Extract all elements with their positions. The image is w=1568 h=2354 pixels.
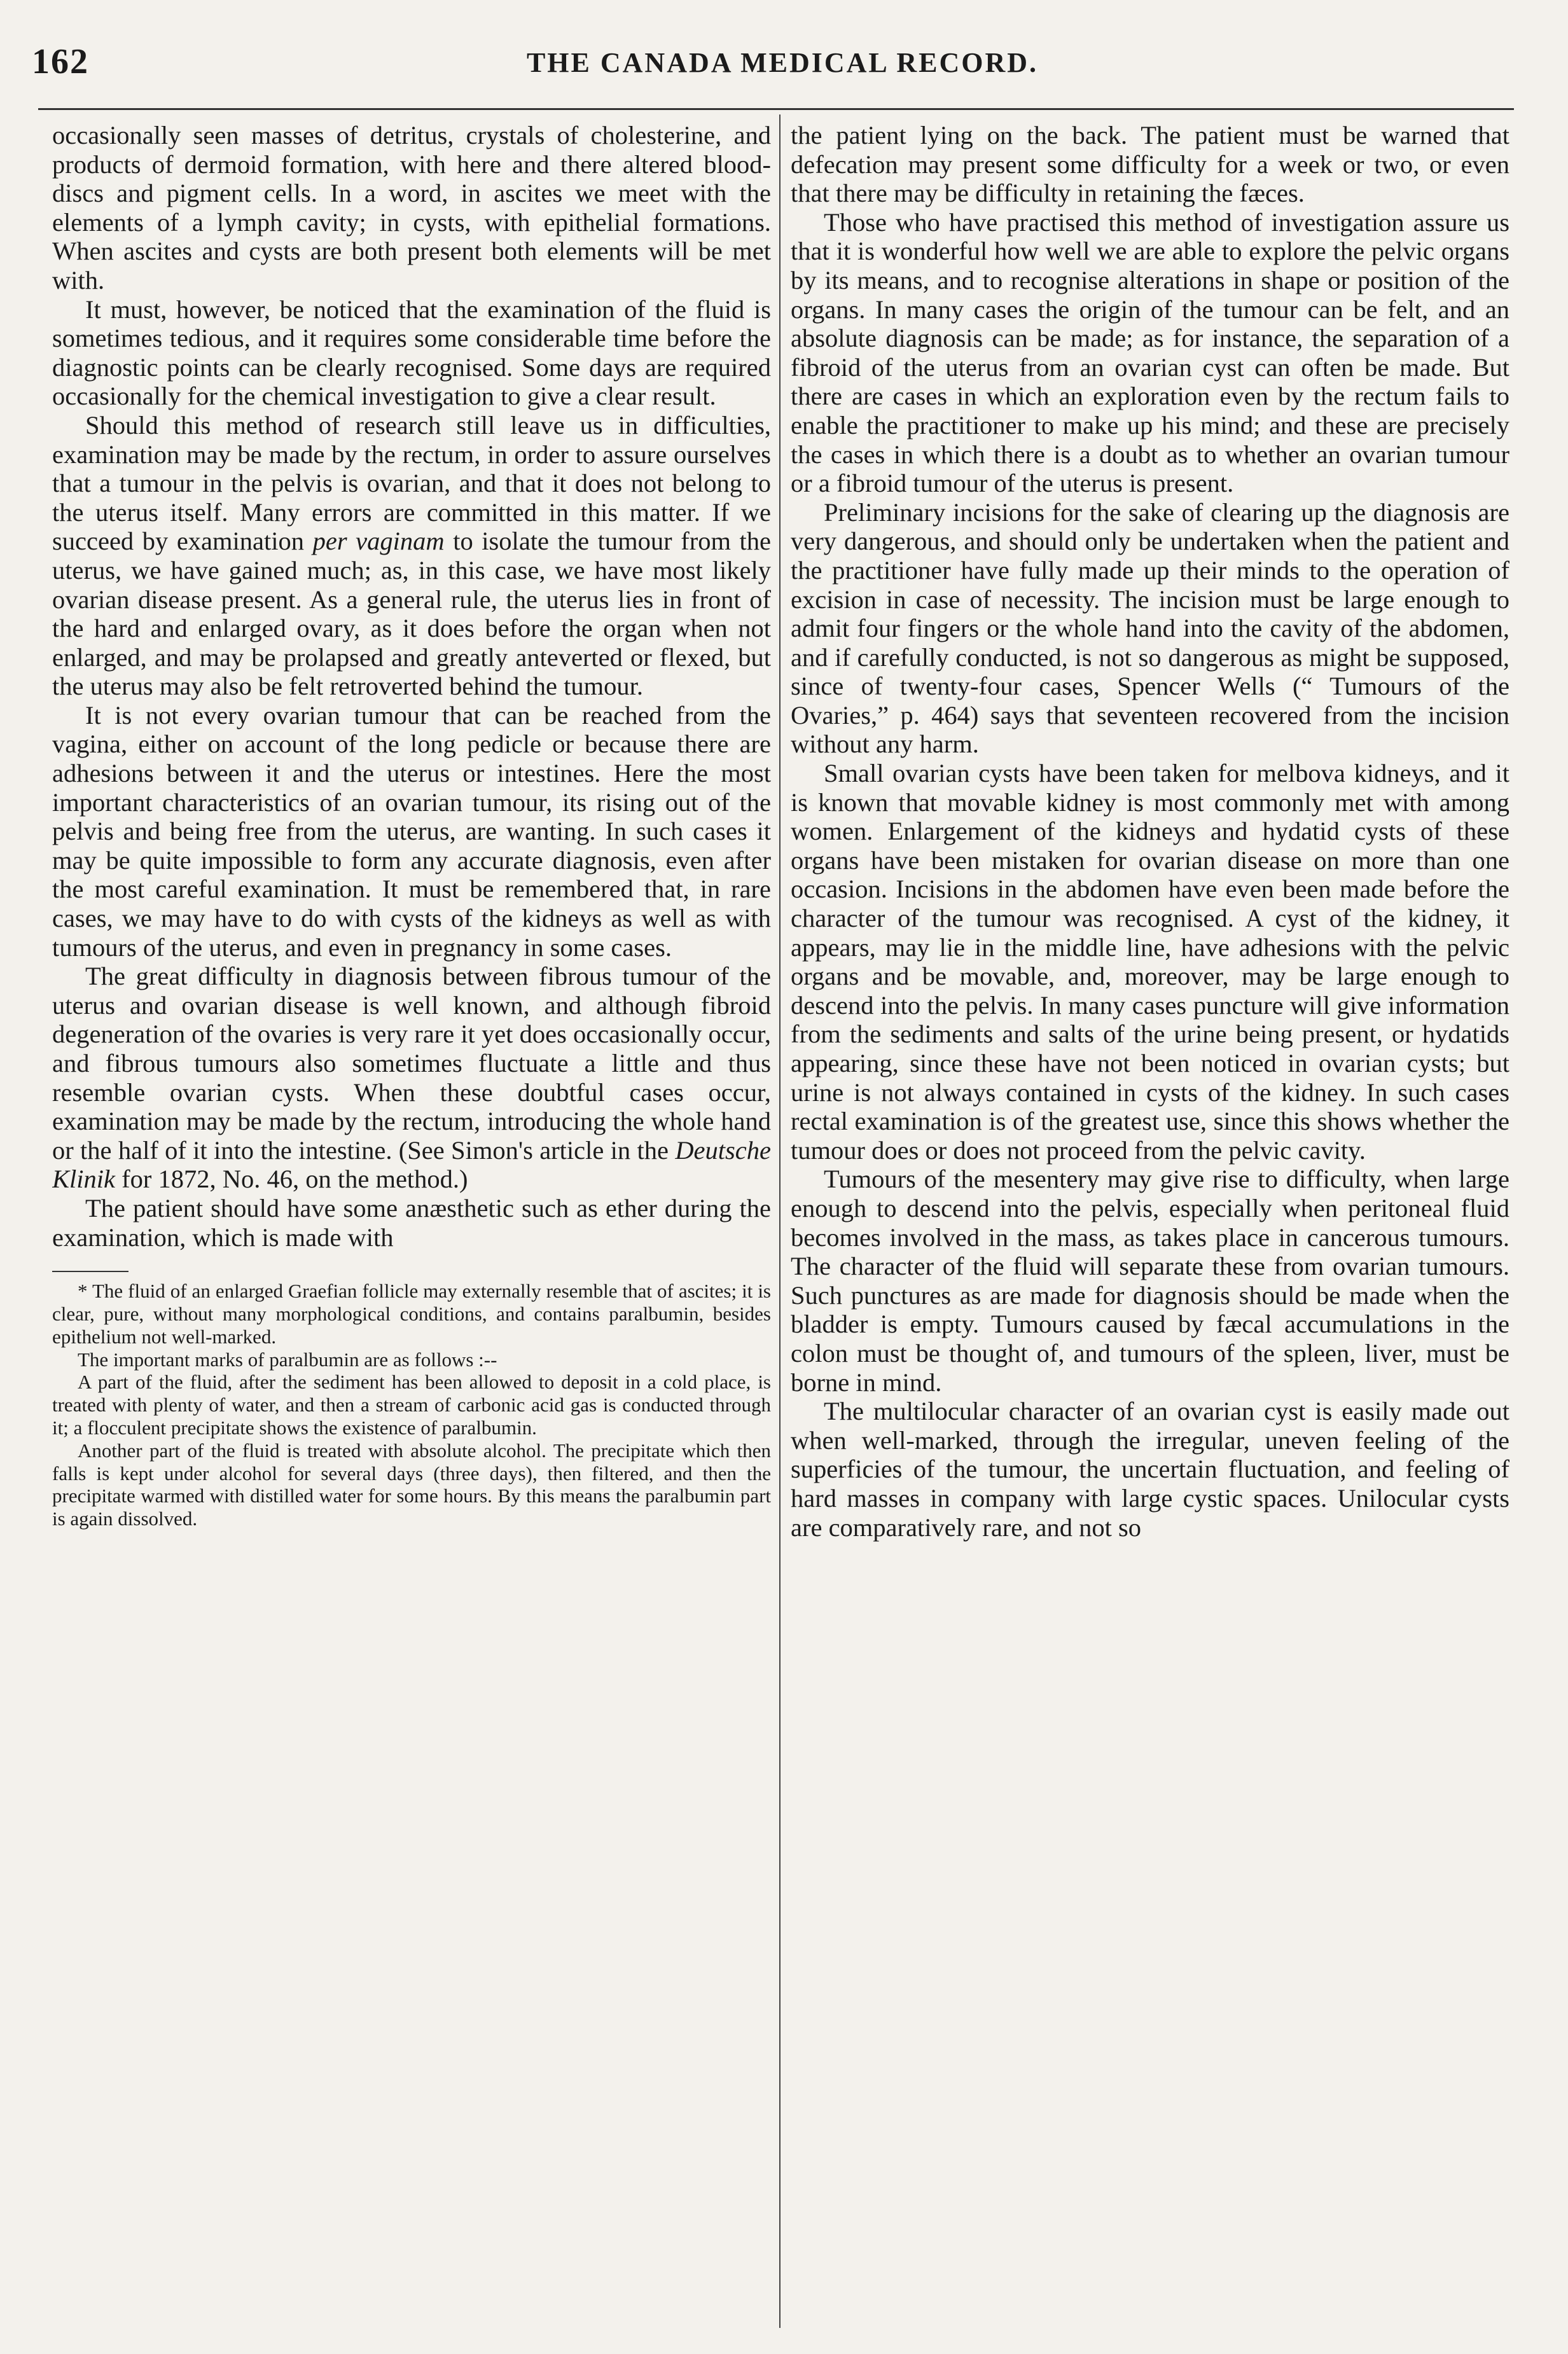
footnote: A part of the fluid, after the sediment has been allowed to deposit in a cold place, is treated with plenty of water, and then a stream of carbonic acid gas is conducted through it; a flocculent precipitate shows the existence of paralbumin. bbox=[52, 1371, 771, 1439]
italic-phrase: Deutsche Klinik bbox=[52, 1135, 771, 1194]
footnote: Another part of the fluid is treated with absolute alcohol. The precipitate which then falls is kept under alcohol for several days (three days), then filtered, and then the precipitate warmed with distilled water for some hours. By this means the paralbumin part is again dissolved. bbox=[52, 1439, 771, 1530]
paragraph: It must, however, be noticed that the examination of the fluid is sometimes tedious, and it requires some considerable time before the diagnostic points can be clearly recognised. Some days are required occasionally for the chemical investigation to give a clear result. bbox=[52, 294, 771, 411]
paragraph: occasionally seen masses of detritus, crystals of cholesterine, and products of dermoid formation, with here and there altered blood-discs and pigment cells. In a word, in ascites we meet with the elements of a lymph cavity; in cysts, with epithelial formations. When ascites and cysts are both present both elements will be met with. bbox=[52, 121, 771, 294]
column-divider bbox=[779, 114, 781, 2328]
footnotes bbox=[52, 1280, 771, 1530]
footnote-rule bbox=[52, 1271, 128, 1272]
page-header bbox=[25, 29, 1539, 92]
italic-phrase: per vaginam bbox=[312, 527, 445, 556]
paragraph: Tumours of the mesentery may give rise to difficulty, when large enough to descend into the pelvis, especially when peritoneal fluid becomes involved in the mass, as takes place in cancerous tumours. The character of the fluid will separate these from ovarian tumours. Such punctures as are made for diagnosis should be made when the bladder is empty. Tumours caused by fæcal accumulations in the colon must be thought of, and tumours of the spleen, liver, must be borne in mind. bbox=[791, 1165, 1509, 1397]
footnote: * The fluid of an enlarged Graefian follicle may externally resemble that of ascites; it is clear, pure, without many morphological conditions, and contains paralbumin, besides epithelium not well-marked. bbox=[52, 1280, 771, 1348]
paragraph bbox=[52, 411, 771, 701]
paragraph: The multilocular character of an ovarian cyst is easily made out when well-marked, through the irregular, uneven feeling of the superficies of the tumour, the uncertain fluctuation, and feeling of hard masses in company with large cystic spaces. Unilocular cysts are comparatively rare, and not so bbox=[791, 1397, 1509, 1542]
paragraph-text: Should this method of research still leave us in difficulties, examination may be made by the rectum, in order to assure ourselves that a tumour in the pelvis is ovarian, and that it does not belong to the uterus itself. Many errors are committed in this matter. If we succeed by examination bbox=[52, 410, 771, 556]
paragraph-text: The great difficulty in diagnosis between fibrous tumour of the uterus and ovarian disease is well known, and although fibroid degeneration of the ovaries is very rare it yet does occasionally occur, and fibrous tumours also sometimes fluctuate a little and thus resemble ovarian cysts. When these doubtful cases occur, examination may be made by the rectum, introducing the whole hand or the half of it into the intestine. (See Simon's article in the bbox=[52, 962, 771, 1165]
paragraph bbox=[52, 962, 771, 1194]
header-rule bbox=[38, 108, 1514, 110]
paragraph: Preliminary incisions for the sake of clearing up the diagnosis are very dangerous, and should only be undertaken when the patient and the practitioner have fully made up their minds to the operation of excision in case of necessity. The incision must be large enough to admit four fingers or the whole hand into the cavity of the abdomen, and if carefully conducted, is not so dangerous as might be supposed, since of twenty-four cases, Spencer Wells (“ Tumours of the Ovaries,” p. 464) says that seventeen recovered from the incision without any harm. bbox=[791, 497, 1509, 759]
paragraph: Those who have practised this method of investigation assure us that it is wonderful how well we are able to explore the pelvic organs by its means, and to recognise alterations in shape or position of the organs. In many cases the origin of the tumour can be felt, and an absolute diagnosis can be made; as for instance, the separation of a fibroid of the uterus from an ovarian cyst can often be made. But there are cases in which an exploration even by the rectum fails to enable the practitioner to make up his mind; and these are precisely the cases in which there is a doubt as to whether an ovarian tumour or a fibroid tumour of the uterus is present. bbox=[791, 207, 1509, 498]
paragraph: the patient lying on the back. The patient must be warned that defecation may present some difficulty for a week or two, or even that there may be difficulty in retaining the fæces. bbox=[791, 121, 1509, 208]
paragraph: The patient should have some anæsthetic such as ether during the examination, which is made with bbox=[52, 1193, 771, 1252]
footnote: The important marks of paralbumin are as follows :-- bbox=[78, 1348, 497, 1371]
paragraph: It is not every ovarian tumour that can be reached from the vagina, either on account of the long pedicle or because there are adhesions between it and the uterus or intestines. Here the most important characteristics of an ovarian tumour, its rising out of the pelvis and being free from the uterus, are wanting. In such cases it may be quite impossible to form any accurate diagnosis, even after the most careful examination. It must be remembered that, in rare cases, we may have to do with cysts of the kidneys as well as with tumours of the uterus, and even in pregnancy in some cases. bbox=[52, 700, 771, 962]
running-title: THE CANADA MEDICAL RECORD. bbox=[526, 47, 1039, 78]
right-column bbox=[791, 121, 1509, 2315]
paragraph-text: for 1872, No. 46, on the method.) bbox=[121, 1165, 468, 1194]
page-number: 162 bbox=[32, 42, 89, 81]
paragraph: Small ovarian cysts have been taken for melbova kidneys, and it is known that movable kidney is most commonly met with among women. Enlargement of the kidneys and hydatid cysts of these organs have been mistaken for ovarian disease on more than one occasion. Incisions in the abdomen have even been made before the character of the tumour was recognised. A cyst of the kidney, it appears, may lie in the middle line, have adhesions with the pelvic organs and be movable, and, moreover, may be large enough to descend into the pelvis. In many cases puncture will give information from the sediments and salts of the urine being present, or hydatids appearing, since these have not been noticed in ovarian cysts; but urine is not always contained in cysts of the kidney. In such cases rectal examination is of the greatest use, since this shows whether the tumour does or does not proceed from the pelvic cavity. bbox=[791, 759, 1509, 1165]
left-column bbox=[52, 121, 771, 2315]
paragraph-text: to isolate the tumour from the uterus, we have gained much; as, in this case, we have most likely ovarian disease present. As a general rule, the uterus lies in front of the hard and enlarged ovary, as it does before the organ when not enlarged, and may be prolapsed and greatly anteverted or flexed, but the uterus may also be felt retroverted behind the tumour. bbox=[52, 527, 771, 701]
